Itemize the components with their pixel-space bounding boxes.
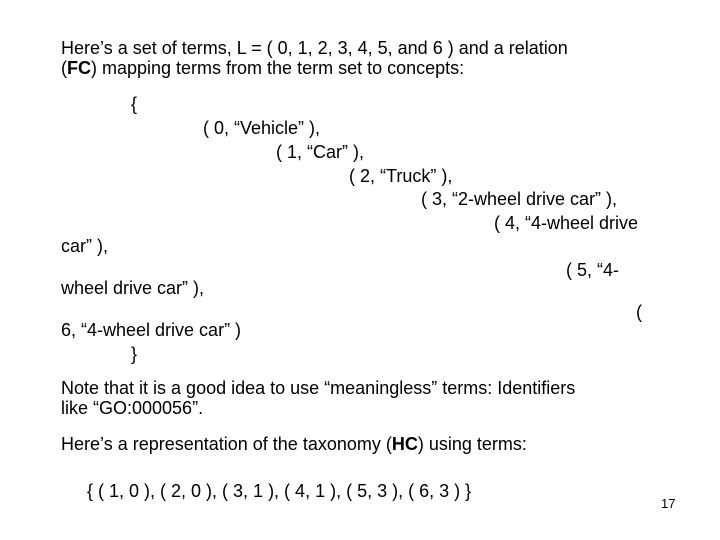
relation-entry-1: ( 1, “Car” ), xyxy=(276,142,364,162)
relation-entry-5: ( 5, “4- xyxy=(566,260,620,280)
relation-entry-4-cont: car” ), xyxy=(61,236,108,256)
intro-line-1: Here’s a set of terms, L = ( 0, 1, 2, 3, 4, 5, and 6 ) and a relation xyxy=(61,38,568,58)
relation-open-brace: { xyxy=(131,94,138,114)
intro-line-2 xyxy=(61,58,464,78)
note-line-1: Note that it is a good idea to use “meaningless” terms: Identifiers xyxy=(61,378,576,398)
taxonomy-set: { ( 1, 0 ), ( 2, 0 ), ( 3, 1 ), ( 4, 1 ), ( 5, 3 ), ( 6, 3 ) } xyxy=(87,481,472,501)
fc-label: FC xyxy=(67,58,91,78)
relation-entry-5-cont: wheel drive car” ), xyxy=(61,278,205,298)
taxonomy-intro-close: ) using terms: xyxy=(417,434,527,454)
hc-label: HC xyxy=(391,434,418,454)
taxonomy-intro xyxy=(61,434,527,454)
relation-entry-3: ( 3, “2-wheel drive car” ), xyxy=(421,189,618,209)
taxonomy-intro-open: Here’s a representation of the taxonomy ( xyxy=(61,434,392,454)
relation-entry-2: ( 2, “Truck” ), xyxy=(349,166,453,186)
relation-entry-0: ( 0, “Vehicle” ), xyxy=(203,118,321,138)
paren-open: ( xyxy=(61,58,67,78)
page-number: 17 xyxy=(661,496,676,511)
note-line-2: like “GO:000056”. xyxy=(61,398,204,418)
relation-entry-6: ( xyxy=(636,302,642,322)
relation-close-brace: } xyxy=(131,344,138,364)
relation-entry-4: ( 4, “4-wheel drive xyxy=(494,213,639,233)
relation-entry-6-cont: 6, “4-wheel drive car” ) xyxy=(61,320,242,340)
intro-line-2-rest: ) mapping terms from the term set to concepts: xyxy=(91,58,465,78)
